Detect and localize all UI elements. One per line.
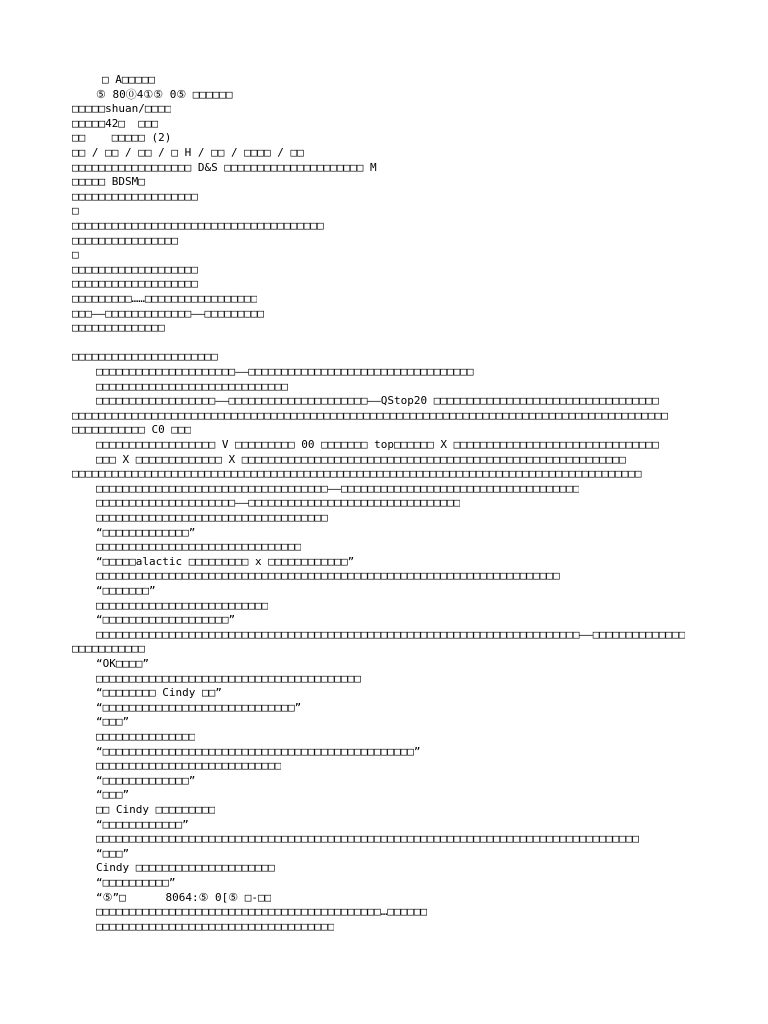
text-line: ⑤ 80⓪4①⑤ 0⑤ □□□□□□ <box>96 87 233 101</box>
text-line: □□□□□ BDSM□ <box>72 175 145 189</box>
text-line: □□□□□□□□□……□□□□□□□□□□□□□□□□□ <box>72 292 258 305</box>
text-line: □□□□□□□□□□□□□□□□□□□□□□□□□□□□□□□□□□□——□□□□□□□□□□□□□□□□□□□□□□□□□□□□□□□□□□□□ <box>96 481 580 495</box>
text-line: □ <box>72 248 79 262</box>
text-line: □□□□□□□□□□□□□□□□□□□□□□□□□□ <box>96 598 269 612</box>
text-line: “□□□□□□□□□□□□□□□□□□□□□□□□□□□□□□□□□□□□□□□□□□□□□□□” <box>96 744 421 758</box>
text-line: □□□□□□□□□□□□□□□□□□□□□□□□□□□□□□□ <box>96 540 302 554</box>
text-line: “□□□” <box>96 846 130 860</box>
text-line: □□□□□□□□□□□□□□□□□□□ <box>72 262 198 276</box>
text-line: □□□□□□□□□□□□□□□□□□□□□□□□□□□□□□□□□□□□□□□□ <box>96 671 361 685</box>
text-line: “□□□□□alactic □□□□□□□□□ x □□□□□□□□□□□□” <box>96 554 355 568</box>
text-line: □□□□□□□□□□□□□□□□□□——□□□□□□□□□□□□□□□□□□□□□——QStop20 □□□□□□□□□□□□□□□□□□□□□□□□□□□□□□□□□□ <box>96 394 659 408</box>
text-line: □□□□□□□□□□□□□□□□□□□□□□□□□□□□□□□□□□□□□□ <box>72 219 324 232</box>
text-line: □□□□□□□□□□□ C0 □□□ <box>72 423 192 437</box>
text-line: □□□□□□□□□□□□□□□□□□□ <box>72 189 198 203</box>
text-line: “□□□” <box>96 715 130 729</box>
text-line: “□□□□□□□□□□□□□” <box>96 525 196 539</box>
text-line: □□□□□□□□□□□□□□□□□□□□□□□□□□□□□□□□□□□□ <box>96 919 335 933</box>
text-line: □□ □□□□□ (2) <box>72 131 172 145</box>
text-line: □□□□□□□□□□□□□□□□□□□□□□ <box>72 350 218 364</box>
text-line: □□ Cindy □□□□□□□□□ <box>96 803 216 816</box>
text-line: □□□□□□□□□□□□□□□□□□□□□——□□□□□□□□□□□□□□□□□□□□□□□□□□□□□□□□□□ <box>96 365 474 378</box>
text-line: □□□□□shuan/□□□□ <box>72 102 172 116</box>
text-line: □□□□□□□□□□□□□□□□□□□□□□□□□□□□□ <box>96 379 289 393</box>
text-line: “□□□□□□□□□□□□□□□□□□□” <box>96 613 236 627</box>
text-line: □□□□□□□□□□□□□□□□□□□□□□□□□□□□□□□□□□□□□□□□□□□□□□□□□□□□□□□□□□□□□□□□□□□□□□ <box>96 569 560 583</box>
text-line: □□□□□□□□□□□□□□□□□□□□□□□□□□□□□□□□□□□ <box>96 511 328 524</box>
text-line: □□□□□□□□□□□□□□□□□□□□□□□□□□□□□□□□□□□□□□□□□□□□□□□□□□□□□□□□□□□□□□□□□□□□□□□□□□□□□□□□□□□□□□ <box>72 467 642 481</box>
text-line: □□□□□□□□□□□ <box>72 642 145 656</box>
text-line: “□□□□□□□□□□□□□” <box>96 773 196 787</box>
text-line: □□ / □□ / □□ / □ H / □□ / □□□□ / □□ <box>72 146 304 159</box>
text-line: “□□□□□□□□□□□□□□□□□□□□□□□□□□□□□” <box>96 700 302 714</box>
text-line: □□□□□□□□□□□□□□ <box>72 321 165 335</box>
text-line: “□□□□□□□” <box>96 584 156 597</box>
text-line: □□□□□□□□□□□□□□□□ <box>72 233 178 247</box>
text-line: □□□□□□□□□□□□□□□□□□□□□□□□□□□□ <box>96 759 282 773</box>
text-line: □□□□□□□□□□□□□□□□□□□□□□□□□□□□□□□□□□□□□□□□□□□□□□□□□□□□□□□□□□□□□□□□□□□□□□□□□——□□□□□□□□□□□□□□ <box>96 627 686 641</box>
text-line: □□□□□□□□□□□□□□□□□□ V □□□□□□□□□ 00 □□□□□□□ top□□□□□□ X □□□□□□□□□□□□□□□□□□□□□□□□□□□□□□□ <box>96 438 659 451</box>
text-line: “□□□” <box>96 788 130 802</box>
text-line: □□□□□□□□□□□□□□□□□□□□□□□□□□□□□□□□□□□□□□□□□□□□□□□□□□□□□□□□□□□□□□□□□□□□□□□□□□□□□□□□□□□□□□□□□□ <box>72 408 669 422</box>
text-line: □□□□□□□□□□□□□□□□□□□□□□□□□□□□□□□□□□□□□□□□□□□□□□□□□□□□□□□□□□□□□□□□□□□□□□□□□□□□□□□□□□ <box>96 832 640 846</box>
text-line: “OK□□□□” <box>96 657 149 670</box>
text-line: “□□□□□□□□ Cindy □□” <box>96 686 222 700</box>
text-line: □□□□□□□□□□□□□□□□□□□□□——□□□□□□□□□□□□□□□□□□□□□□□□□□□□□□□□ <box>96 496 461 510</box>
text-line: □□□□□□□□□□□□□□□□□□□ <box>72 277 198 291</box>
text-line: □□□——□□□□□□□□□□□□□——□□□□□□□□□ <box>72 306 265 320</box>
text-line: “□□□□□□□□□□” <box>96 876 176 889</box>
text-line: “□□□□□□□□□□□□” <box>96 817 189 831</box>
text-line: □ A□□□□□ <box>102 73 155 86</box>
text-line: □□□□□□□□□□□□□□□□□□□□□□□□□□□□□□□□□□□□□□□□□□□…□□□□□□ <box>96 905 428 919</box>
text-line: □□□ X □□□□□□□□□□□□□ X □□□□□□□□□□□□□□□□□□□□□□□□□□□□□□□□□□□□□□□□□□□□□□□□□□□□□□□□□□ <box>96 452 626 466</box>
text-line: “⑤”□ 8064:⑤ 0[⑤ □-□□ <box>96 890 272 904</box>
text-line: □ <box>72 204 79 218</box>
text-line: □□□□□□□□□□□□□□□□□□ D&S □□□□□□□□□□□□□□□□□□□□□ M <box>72 160 377 174</box>
text-line: □□□□□42□ □□□ <box>72 116 159 130</box>
text-line: Cindy □□□□□□□□□□□□□□□□□□□□□ <box>96 861 275 875</box>
text-line: □□□□□□□□□□□□□□□ <box>96 730 196 743</box>
